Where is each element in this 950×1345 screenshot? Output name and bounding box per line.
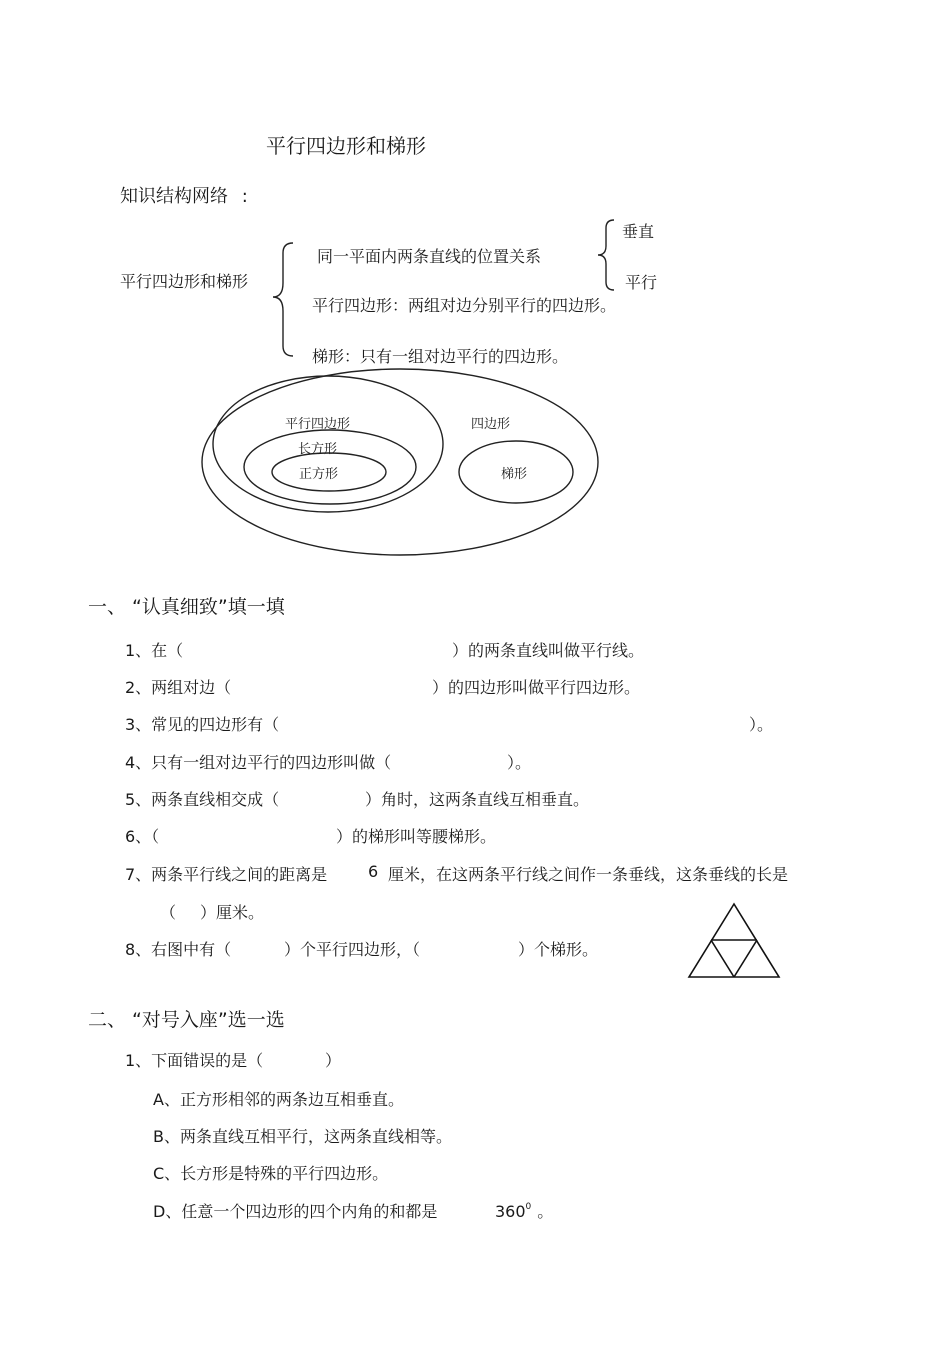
option-d-number: 360 (495, 1202, 526, 1221)
question-7-blank-open: （ (160, 903, 177, 922)
option-d-text: D、任意一个四边形的四个内角的和都是 (153, 1202, 438, 1221)
question-7-text: 厘米，在这两条平行线之间作一条垂线，这条垂线的长是 (388, 865, 789, 884)
knowledge-trapezoid-def: 梯形：只有一组对边平行的四边形。 (312, 347, 569, 366)
knowledge-heading-text: 知识结构网络 (120, 186, 228, 207)
section1-heading: 一、 “认真细致”填一填 (88, 596, 285, 618)
triangle-figure (689, 904, 779, 977)
knowledge-heading-colon: : (241, 186, 248, 207)
question-6-prefix: 6、（ (125, 827, 160, 846)
question-7-number: 6 (368, 862, 379, 881)
venn-label-parallelogram: 平行四边形 (285, 417, 351, 432)
option-b: B、两条直线互相平行，这两条直线相等。 (153, 1127, 452, 1146)
question-1-prefix: 1、在（ (125, 641, 184, 660)
option-d-value (495, 1199, 553, 1222)
question-1-suffix: ）的两条直线叫做平行线。 (452, 641, 645, 660)
venn-label-quadrilateral: 四边形 (471, 417, 511, 432)
quadrilateral-ellipse (202, 369, 598, 555)
question-3-prefix: 3、常见的四边形有（ (125, 715, 280, 734)
question-4-prefix: 4、只有一组对边平行的四边形叫做（ (125, 753, 392, 772)
left-brace (273, 243, 293, 356)
question-8-prefix: 8、右图中有（ (125, 940, 232, 959)
venn-label-trapezoid: 梯形 (501, 467, 528, 482)
venn-label-rectangle: 长方形 (298, 442, 338, 457)
knowledge-root: 平行四边形和梯形 (120, 272, 249, 291)
option-a: A、正方形相邻的两条边互相垂直。 (153, 1090, 404, 1109)
option-d-end: 。 (537, 1202, 554, 1221)
question-4-suffix: ）。 (507, 753, 532, 772)
option-c: C、长方形是特殊的平行四边形。 (153, 1164, 389, 1183)
question-7-prefix: 7、两条平行线之间的距离是 (125, 865, 328, 884)
venn-label-square: 正方形 (299, 467, 339, 482)
knowledge-parallelogram-def: 平行四边形：两组对边分别平行的四边形。 (312, 296, 617, 315)
section2-heading: 二、 “对号入座”选一选 (88, 1009, 285, 1031)
question-8-middle: ）个平行四边形，（ (284, 940, 421, 959)
knowledge-perpendicular: 垂直 (622, 222, 655, 241)
question-2-suffix: ）的四边形叫做平行四边形。 (432, 678, 641, 697)
choice-question-1-close: ） (325, 1051, 342, 1070)
question-5-suffix: ）角时，这两条直线互相垂直。 (365, 790, 590, 809)
option-d-degree: 0 (525, 1201, 532, 1212)
question-2-prefix: 2、两组对边（ (125, 678, 232, 697)
question-5-prefix: 5、两条直线相交成（ (125, 790, 280, 809)
small-brace (598, 220, 614, 290)
question-7-suffix: ）厘米。 (200, 903, 265, 922)
page-title: 平行四边形和梯形 (266, 134, 426, 158)
question-3-suffix: ）。 (749, 715, 774, 734)
knowledge-relation: 同一平面内两条直线的位置关系 (317, 247, 542, 266)
question-6-suffix: ）的梯形叫等腰梯形。 (336, 827, 497, 846)
choice-question-1: 1、下面错误的是（ (125, 1051, 264, 1070)
knowledge-parallel: 平行 (625, 273, 658, 292)
question-8-suffix: ）个梯形。 (518, 940, 599, 959)
